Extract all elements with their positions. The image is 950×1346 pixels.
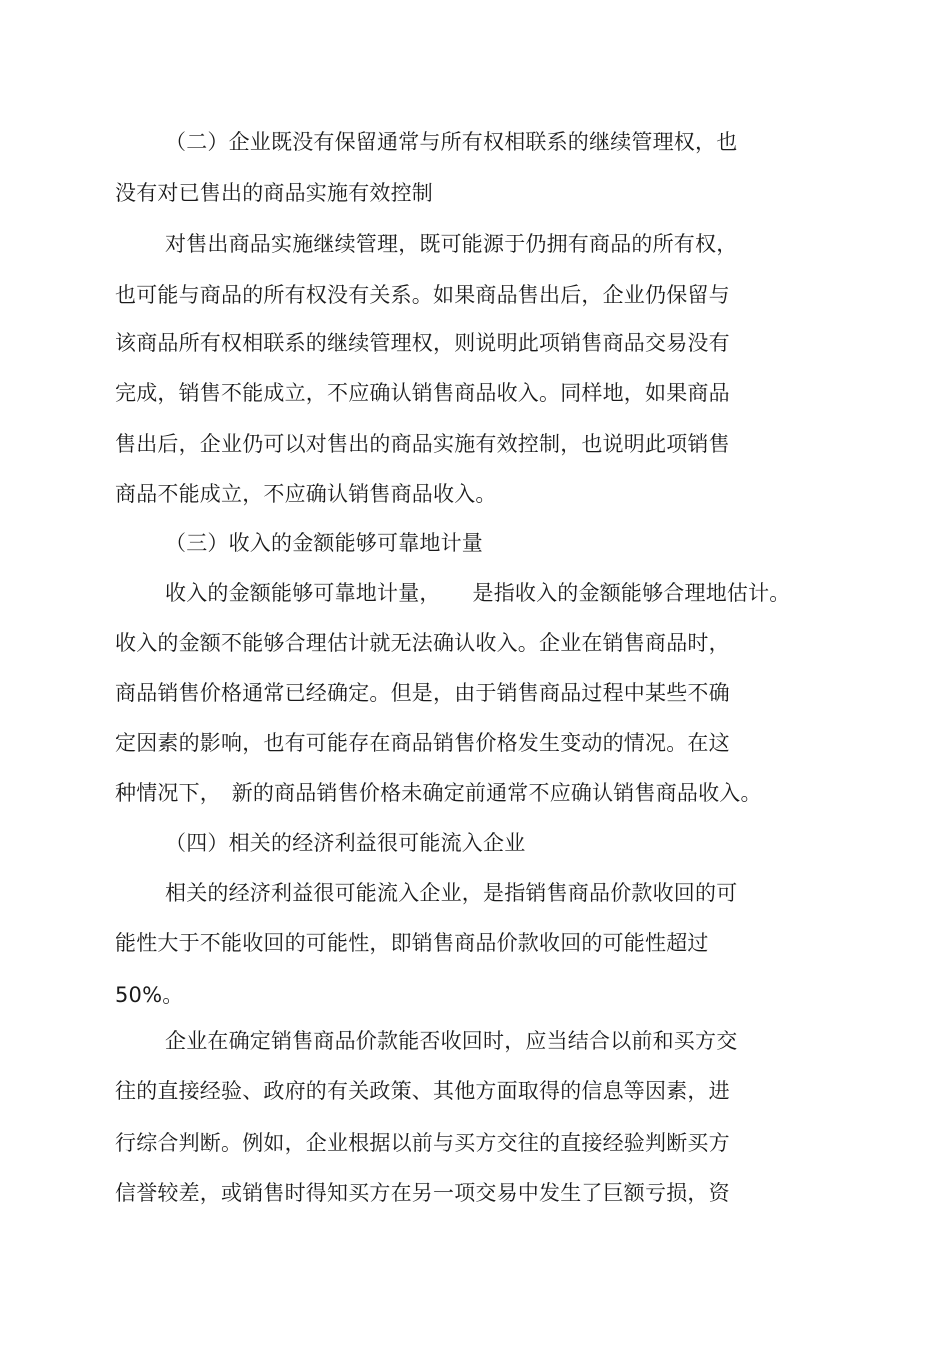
text-line: 50%。 [115,983,184,1007]
text-line: 售出后，企业仍可以对售出的商品实施有效控制，也说明此项销售 [115,432,730,456]
text-line: 能性大于不能收回的可能性，即销售商品价款收回的可能性超过 [115,931,709,955]
text-line: 定因素的影响，也有可能存在商品销售价格发生变动的情况。在这 [115,731,730,755]
text-line: 商品销售价格通常已经确定。但是，由于销售商品过程中某些不确 [115,681,730,705]
text-line: 该商品所有权相联系的继续管理权，则说明此项销售商品交易没有 [115,331,730,355]
paragraph-start: 收入的金额能够可靠地计量， 是指收入的金额能够合理地估计。 [165,581,791,605]
text-line: 没有对已售出的商品实施有效控制 [115,181,433,205]
paragraph-start: 对售出商品实施继续管理，既可能源于仍拥有商品的所有权， [165,232,738,256]
text-line: 商品不能成立，不应确认销售商品收入。 [115,482,497,506]
paragraph-start: 企业在确定销售商品价款能否收回时，应当结合以前和买方交 [165,1029,738,1053]
section-heading-2: （二）企业既没有保留通常与所有权相联系的继续管理权，也 [165,130,738,154]
text-line: 行综合判断。例如，企业根据以前与买方交往的直接经验判断买方 [115,1131,730,1155]
text-line: 收入的金额不能够合理估计就无法确认收入。企业在销售商品时， [115,631,730,655]
section-heading-4: （四）相关的经济利益很可能流入企业 [165,831,526,855]
text-line: 信誉较差，或销售时得知买方在另一项交易中发生了巨额亏损，资 [115,1181,730,1205]
section-heading-3: （三）收入的金额能够可靠地计量 [165,531,483,555]
text-line: 也可能与商品的所有权没有关系。如果商品售出后，企业仍保留与 [115,283,730,307]
paragraph-start: 相关的经济利益很可能流入企业，是指销售商品价款收回的可 [165,881,738,905]
text-line: 往的直接经验、政府的有关政策、其他方面取得的信息等因素，进 [115,1079,730,1103]
text-line: 种情况下， 新的商品销售价格未确定前通常不应确认销售商品收入。 [115,781,762,805]
text-line: 完成，销售不能成立，不应确认销售商品收入。同样地，如果商品 [115,381,730,405]
